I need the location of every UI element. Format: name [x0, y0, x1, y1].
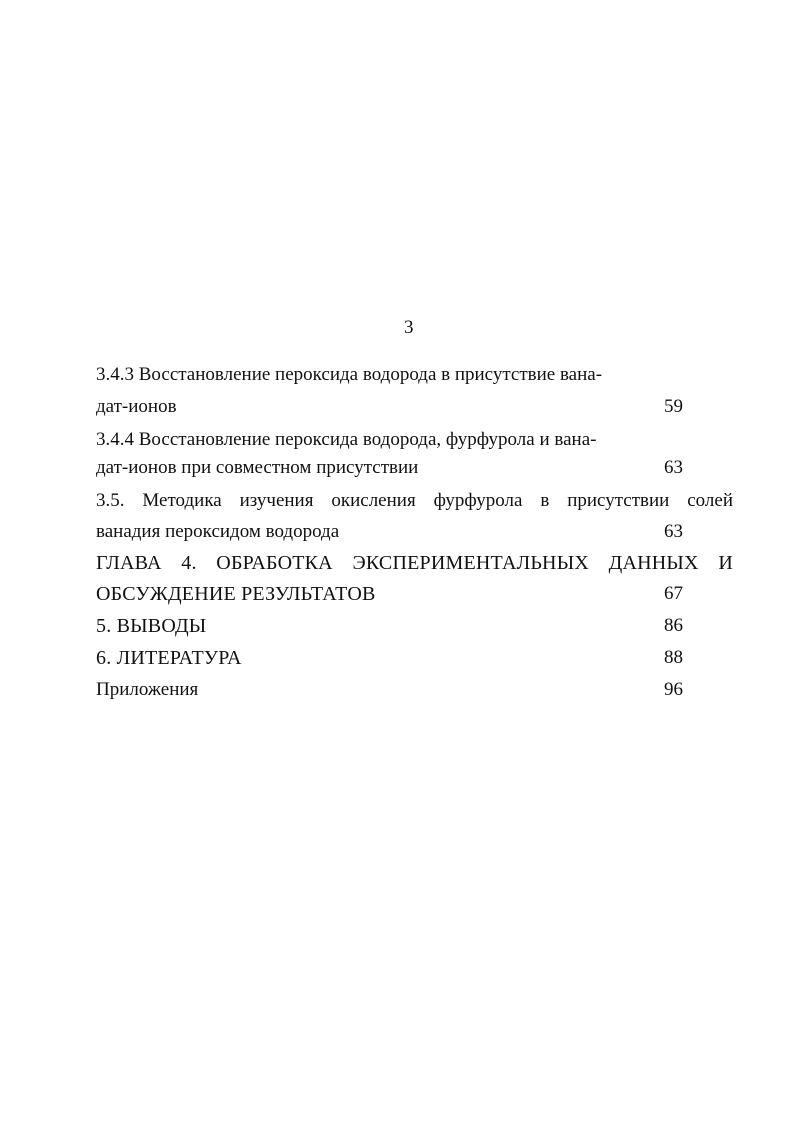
- toc-page-number: 67: [664, 583, 683, 604]
- toc-entry-appendices: Приложения: [96, 679, 199, 700]
- toc-page-number: 96: [664, 679, 683, 700]
- toc-entry-line: дат-ионов при совместном присутствии: [96, 457, 419, 478]
- toc-entry-line: 3.5. Методика изучения окисления фурфурола в присутствии солей: [96, 490, 733, 511]
- toc-page-number: 59: [664, 396, 683, 417]
- toc-entry-line: 3.4.4 Восстановление пероксида водорода, фурфурола и вана-: [96, 429, 597, 450]
- toc-page-number: 63: [664, 521, 683, 542]
- toc-chapter-heading: ГЛАВА 4. ОБРАБОТКА ЭКСПЕРИМЕНТАЛЬНЫХ ДАННЫХ И: [96, 552, 733, 574]
- toc-chapter-heading: ОБСУЖДЕНИЕ РЕЗУЛЬТАТОВ: [96, 583, 376, 605]
- toc-page-number: 88: [664, 647, 683, 668]
- toc-entry-line: дат-ионов: [96, 396, 177, 417]
- toc-entry-line: ванадия пероксидом водорода: [96, 521, 340, 542]
- page-number: 3: [404, 317, 414, 338]
- toc-entry-line: 3.4.3 Восстановление пероксида водорода в присутствие вана-: [96, 364, 603, 385]
- toc-entry-literature: 6. ЛИТЕРАТУРА: [96, 647, 242, 669]
- toc-page-number: 86: [664, 615, 683, 636]
- toc-page-number: 63: [664, 457, 683, 478]
- toc-entry-conclusions: 5. ВЫВОДЫ: [96, 615, 207, 637]
